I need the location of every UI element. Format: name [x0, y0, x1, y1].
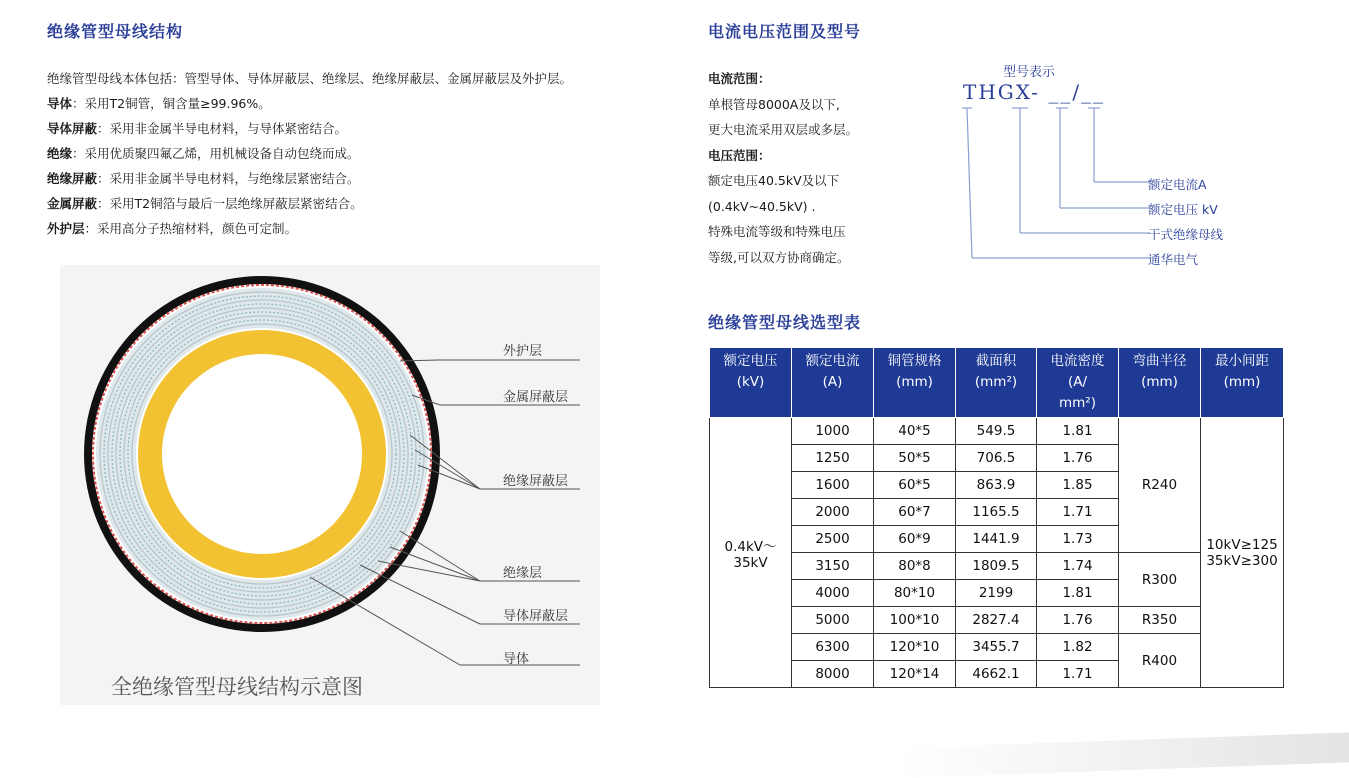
decorative-corner-stripe: [900, 732, 1349, 778]
cell-cross-section: 1809.5: [956, 553, 1037, 580]
cell-cross-section: 549.5: [956, 418, 1037, 445]
voltage-range-line: 特殊电流等级和特殊电压: [708, 224, 846, 239]
voltage-range-label: 电压范围：: [708, 147, 771, 163]
header-rated-current: 额定电流 (A): [792, 348, 874, 418]
cell-tube-spec: 60*9: [874, 526, 956, 553]
cell-current: 3150: [792, 553, 874, 580]
cell-current: 1600: [792, 472, 874, 499]
range-title: 电流电压范围及型号: [708, 22, 862, 41]
cell-radius: R300: [1119, 553, 1201, 607]
cell-current: 6300: [792, 634, 874, 661]
cell-density: 1.74: [1037, 553, 1119, 580]
cell-radius: R350: [1119, 607, 1201, 634]
table-row: [710, 418, 1284, 445]
structure-item: 导体屏蔽：采用非金属半导电材料，与导体紧密结合。: [47, 121, 348, 136]
header-tube-spec: 铜管规格 (mm): [874, 348, 956, 418]
item-text: 采用高分子热缩材料，颜色可定制。: [97, 221, 298, 236]
model-code-brackets: [960, 100, 1160, 270]
cell-density: 1.71: [1037, 499, 1119, 526]
header-bend-radius: 弯曲半径 (mm): [1119, 348, 1201, 418]
range-description: [708, 66, 858, 270]
cell-current: 2000: [792, 499, 874, 526]
structure-description: [47, 66, 572, 241]
model-code: THGX- __/__: [963, 80, 1106, 104]
header-rated-voltage: 额定电压 (kV): [710, 348, 792, 418]
cell-tube-spec: 100*10: [874, 607, 956, 634]
structure-item: 绝缘屏蔽：采用非金属半导电材料，与绝缘层紧密结合。: [47, 171, 360, 186]
cell-min-spacing: 10kV≥125 35kV≥300: [1201, 418, 1284, 688]
cell-radius: R400: [1119, 634, 1201, 688]
item-text: 采用T2铜管，铜含量≥99.96%。: [84, 96, 271, 111]
label-outer-sheath: 外护层: [503, 344, 543, 359]
cell-density: 1.73: [1037, 526, 1119, 553]
structure-item: 金属屏蔽：采用T2铜箔与最后一层绝缘屏蔽层紧密结合。: [47, 196, 363, 211]
item-text: 采用非金属半导电材料，与绝缘层紧密结合。: [109, 171, 360, 186]
cell-tube-spec: 60*7: [874, 499, 956, 526]
cell-tube-spec: 80*8: [874, 553, 956, 580]
cell-current: 8000: [792, 661, 874, 688]
cell-density: 1.81: [1037, 418, 1119, 445]
cell-density: 1.85: [1037, 472, 1119, 499]
selection-table-title: 绝缘管型母线选型表: [708, 313, 862, 332]
item-text: 采用非金属半导电材料，与导体紧密结合。: [109, 121, 348, 136]
table-row: [710, 553, 1284, 580]
item-label: 导体: [47, 96, 73, 111]
current-range-line: 单根管母8000A及以下,: [708, 96, 840, 112]
item-label: 外护层: [47, 221, 85, 236]
structure-intro: 绝缘管型母线本体包括：管型导体、导体屏蔽层、绝缘层、绝缘屏蔽层、金属屏蔽层及外护层。: [47, 71, 573, 86]
item-label: 导体屏蔽: [47, 121, 98, 136]
label-conductor-shield: 导体屏蔽层: [503, 609, 569, 624]
label-insulation-shield: 绝缘屏蔽层: [503, 474, 569, 489]
label-metal-shield: 金属屏蔽层: [503, 390, 569, 405]
table-header-row: [710, 348, 1284, 418]
cell-current: 5000: [792, 607, 874, 634]
cell-cross-section: 1441.9: [956, 526, 1037, 553]
structure-item: 外护层：采用高分子热缩材料，颜色可定制。: [47, 221, 298, 236]
current-range-label: 电流范围：: [708, 71, 771, 86]
conductor-bore: [162, 354, 362, 554]
cell-cross-section: 2199: [956, 580, 1037, 607]
item-label: 绝缘: [47, 146, 73, 161]
label-conductor: 导体: [503, 652, 530, 667]
voltage-range-line: 等级,可以双方协商确定。: [708, 249, 850, 265]
cell-tube-spec: 120*14: [874, 661, 956, 688]
cell-tube-spec: 80*10: [874, 580, 956, 607]
cell-density: 1.82: [1037, 634, 1119, 661]
cell-cross-section: 1165.5: [956, 499, 1037, 526]
item-label: 绝缘屏蔽: [47, 171, 98, 186]
structure-title: 绝缘管型母线结构: [47, 22, 184, 41]
structure-item: 绝缘：采用优质聚四氟乙烯，用机械设备自动包绕而成。: [47, 146, 360, 161]
cell-cross-section: 863.9: [956, 472, 1037, 499]
cell-cross-section: 3455.7: [956, 634, 1037, 661]
cell-density: 1.81: [1037, 580, 1119, 607]
structure-item: 导体：采用T2铜管，铜含量≥99.96%。: [47, 96, 271, 111]
item-label: 金属屏蔽: [47, 196, 98, 211]
cell-cross-section: 706.5: [956, 445, 1037, 472]
model-part-manufacturer: 通华电气: [1148, 252, 1199, 267]
cell-current: 1250: [792, 445, 874, 472]
cell-current: 4000: [792, 580, 874, 607]
header-min-spacing: 最小间距 (mm): [1201, 348, 1284, 418]
selection-table: [709, 347, 1284, 688]
cell-density: 1.76: [1037, 445, 1119, 472]
current-range-line: 更大电流采用双层或多层。: [708, 122, 859, 137]
item-text: 采用优质聚四氟乙烯，用机械设备自动包绕而成。: [84, 146, 360, 161]
model-part-rated-current: 额定电流A: [1148, 177, 1207, 192]
table-row: [710, 634, 1284, 661]
item-text: 采用T2铜箔与最后一层绝缘屏蔽层紧密结合。: [109, 196, 363, 211]
label-insulation: 绝缘层: [503, 566, 543, 581]
header-cross-section: 截面积 (mm²): [956, 348, 1037, 418]
cell-current: 1000: [792, 418, 874, 445]
cell-voltage-range: 0.4kV～ 35kV: [710, 418, 792, 688]
cell-tube-spec: 50*5: [874, 445, 956, 472]
cell-current: 2500: [792, 526, 874, 553]
model-part-rated-voltage: 额定电压 kV: [1148, 202, 1218, 217]
table-row: [710, 607, 1284, 634]
cell-tube-spec: 120*10: [874, 634, 956, 661]
cell-tube-spec: 60*5: [874, 472, 956, 499]
header-current-density: 电流密度 (A/ mm²): [1037, 348, 1119, 418]
cell-radius: R240: [1119, 418, 1201, 553]
voltage-range-line: (0.4kV~40.5kV) .: [708, 198, 816, 214]
cell-density: 1.71: [1037, 661, 1119, 688]
cell-cross-section: 4662.1: [956, 661, 1037, 688]
model-code-title: 型号表示: [1003, 65, 1056, 80]
cell-cross-section: 2827.4: [956, 607, 1037, 634]
voltage-range-line: 额定电压40.5kV及以下: [708, 173, 840, 188]
diagram-caption: 全绝缘管型母线结构示意图: [111, 675, 363, 699]
cell-density: 1.76: [1037, 607, 1119, 634]
cell-tube-spec: 40*5: [874, 418, 956, 445]
model-part-dry-insulated-busbar: 干式绝缘母线: [1148, 227, 1224, 242]
